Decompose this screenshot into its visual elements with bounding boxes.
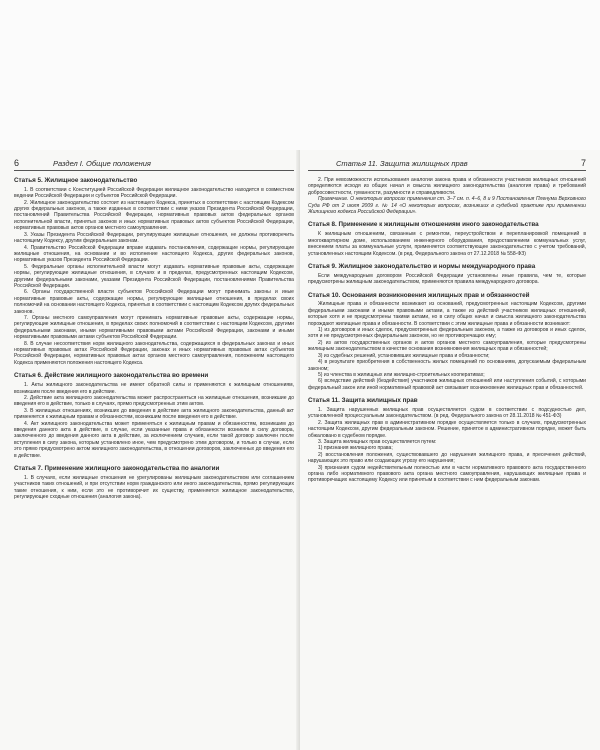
article-paragraph: 2) восстановления положения, существовавшего до нарушения жилищного права, и пресечения действий, нарушающих это право или создающих угрозу его нарушения;	[308, 451, 586, 465]
right-intro	[308, 177, 586, 196]
article-paragraph: 4) в результате приобретения в собственность жилых помещений по основаниям, допускаемым федеральным законом;	[308, 359, 586, 372]
article-section	[308, 221, 586, 256]
article-title: Статья 5. Жилищное законодательство	[14, 177, 138, 184]
article-paragraph: 1. Акты жилищного законодательства не имеют обратной силы и применяются к жилищным отношениям, возникшим после введения его в действие.	[14, 382, 294, 395]
article-paragraph: 1) из договоров и иных сделок, предусмотренных федеральным законом, а также из договоров и иных сделок, хотя и не предусмотренных федеральным законом, но не противоречащих ему;	[308, 327, 586, 340]
note-paragraph: Примечание. О некоторых вопросах применения ст. 3–7 см. п. 4–6, 8 и 9 Постановления Пленума Верховного Суда РФ от 2 июля 2009 г. № 14 «О некоторых вопросах, возникших в судебной практике при применении Жилищного кодекса Российской Федерации».	[308, 196, 586, 216]
article-paragraph: 1. Защита нарушенных жилищных прав осуществляется судом в соответствии с подсудностью дел, установленной процессуальным законодательством. (в ред. Федерального закона от 28.11.2018 № 451-ФЗ)	[308, 407, 586, 420]
article-section	[308, 292, 586, 392]
article-paragraph: 3. Указы Президента Российской Федерации, регулирующие жилищные отношения, не должны противоречить настоящему Кодексу, другим федеральным законам.	[14, 231, 294, 245]
article-paragraph: 6) вследствие действий (бездействия) участников жилищных отношений или наступления событий, с которыми федеральный закон или иной нормативный правовой акт связывает возникновение жилищных прав и обязанностей.	[308, 378, 586, 391]
article-paragraph: 4. Акт жилищного законодательства может применяться к жилищным правам и обязанностям, возникшим до введения данного акта в действие, в случае, если указанные права и обязанности возникли в силу договора, заключенного до введения данного акта в действие, за исключением случаев, если такой договор заключен после вступления в силу закона, которым установлено иное, чем предусмотрено этим договором, и только в случае, если это прямо предусмотрено актом жилищного законодательства, в отношении договоров, заключенных до введения его в действие.	[14, 420, 294, 459]
article-title: Статья 6. Действие жилищного законодательства во времени	[14, 372, 209, 380]
right-running-head-title: Статья 11. Защита жилищных прав	[336, 159, 468, 168]
left-running-head-title: Раздел I. Общие положения	[53, 159, 151, 168]
article-paragraph: 3) признания судом недействительным полностью или в части нормативного правового акта государственного органа либо нормативного правового акта органа местного самоуправления, нарушающих жилищные права и противоречащих настоящему Кодексу или принятым в соответствии с ним федеральным законам.	[308, 464, 586, 484]
article-section	[14, 177, 294, 366]
right-page-body	[308, 177, 586, 484]
article-paragraph: 2. При невозможности использования аналогии закона права и обязанности участников жилищных отношений определяются исходя из общих начал и смысла жилищного законодательства (аналогия права) и требований добросовестности, гуманности, разумности и справедливости.	[308, 177, 586, 196]
article-paragraph: 1. В соответствии с Конституцией Российской Федерации жилищное законодательство находится в совместном ведении Российской Федерации и субъектов Российской Федерации.	[14, 186, 294, 200]
article-paragraph: 7. Органы местного самоуправления могут принимать нормативные правовые акты, содержащие нормы, регулирующие жилищные отношения, в пределах своих полномочий в соответствии с настоящим Кодексом, другими федеральными законами, иными нормативными правовыми актами Российской Федерации, законами и иными нормативными правовыми актами субъектов Российской Федерации.	[14, 314, 294, 341]
article-paragraph: 4. Правительство Российской Федерации вправе издавать постановления, содержащие нормы, регулирующие жилищные отношения, на основании и во исполнение настоящего Кодекса, других федеральных законов, нормативных указов Президента Российской Федерации.	[14, 244, 294, 264]
article-title: Статья 11. Защита жилищных прав	[308, 397, 418, 405]
right-sections	[308, 221, 586, 483]
article-paragraph: 6. Органы государственной власти субъектов Российской Федерации могут принимать законы и иные нормативные правовые акты, содержащие нормы, регулирующие жилищные отношения, в пределах своих полномочий на основании настоящего Кодекса, принятых в соответствии с настоящим Кодексом других федеральных законов.	[14, 289, 294, 315]
article-paragraph: 1) признания жилищного права;	[318, 445, 393, 452]
article-paragraph: 2) из актов государственных органов и актов органов местного самоуправления, которые предусмотрены жилищным законодательством в качестве основания возникновения жилищных прав и обязанностей;	[308, 339, 586, 353]
article-paragraph: Если международным договором Российской Федерации установлены иные правила, чем те, которые предусмотрены жилищным законодательством, применяются правила международного договора.	[308, 272, 586, 286]
article-paragraph: К жилищным отношениям, связанным с ремонтом, переустройством и перепланировкой помещений в многоквартирном доме, использованием инженерного оборудования, предоставлением коммунальных услуг, внесением платы за коммунальные услуги, применяется соответствующее законодательство с учетом требований, установленных настоящим Кодексом. (в ред. Федерального закона от 27.12.2018 № 558-ФЗ)	[308, 231, 586, 257]
article-section	[308, 397, 586, 484]
left-page-number: 6	[14, 158, 20, 168]
article-paragraph: 5. Федеральные органы исполнительной власти могут издавать нормативные правовые акты, содержащие нормы, регулирующие жилищные отношения, в случаях и в пределах, предусмотренных настоящим Кодексом, другими федеральными законами, указами Президента Российской Федерации, постановлениями Правительства Российской Федерации.	[14, 263, 294, 289]
article-paragraph: 3. Защита жилищных прав осуществляется путем:	[318, 439, 437, 446]
left-page-body	[14, 177, 294, 500]
article-section	[14, 372, 294, 459]
article-section	[308, 263, 586, 286]
article-paragraph: 2. Действие акта жилищного законодательства может распространяться на жилищные отношения, возникшие до введения его в действие, только в случаях, прямо предусмотренных этим актом.	[14, 394, 294, 408]
right-page-number: 7	[580, 158, 586, 168]
article-paragraph: 2. Защита жилищных прав в административном порядке осуществляется только в случаях, предусмотренных настоящим Кодексом, другим федеральным законом. Решение, принятое в административном порядке, может быть обжаловано в судебном порядке.	[308, 419, 586, 439]
right-page	[300, 150, 600, 750]
article-title: Статья 7. Применение жилищного законодательства по аналогии	[14, 464, 220, 472]
right-running-head	[308, 158, 586, 171]
article-paragraph: 2. Жилищное законодательство состоит из настоящего Кодекса, принятых в соответствии с настоящим Кодексом других федеральных законов, а также изданных в соответствии с ними указов Президента Российской Федерации, постановлений Правительства Российской Федерации, нормативных правовых актов федеральных органов исполнительной власти, принятых законов и иных нормативных правовых актов субъектов Российской Федерации, нормативных правовых актов органов местного самоуправления.	[14, 199, 294, 232]
article-title: Статья 9. Жилищное законодательство и нормы международного права	[308, 262, 536, 270]
article-paragraph: 3) из судебных решений, установивших жилищные права и обязанности;	[318, 352, 490, 359]
article-paragraph: 3. В жилищных отношениях, возникших до введения в действие акта жилищного законодательства, данный акт применяется к жилищным правам и обязанностям, возникшим после введения его в действие.	[14, 407, 294, 421]
article-title: Статья 10. Основания возникновения жилищных прав и обязанностей	[308, 291, 530, 299]
article-title: Статья 8. Применение к жилищным отношениям иного законодательства	[308, 221, 539, 229]
article-paragraph: 1. В случаях, если жилищные отношения не урегулированы жилищным законодательством или соглашением участников таких отношений, и при отсутствии норм гражданского или иного законодательства, прямо регулирующих такие отношения, к ним, если это не противоречит их существу, применяется жилищное законодательство, регулирующее сходные отношения (аналогия закона).	[14, 474, 294, 501]
spread-top-margin	[0, 0, 600, 150]
left-running-head	[14, 158, 294, 171]
article-paragraph: 5) из членства в жилищных или жилищно-строительных кооперативах;	[318, 371, 485, 378]
left-page	[0, 150, 300, 750]
article-section	[14, 465, 294, 500]
article-paragraph: 8. В случае несоответствия норм жилищного законодательства, содержащихся в федеральных законах и иных нормативных правовых актах Российской Федерации, законах и иных нормативных правовых актах субъектов Российской Федерации, нормативных правовых актах органов местного самоуправления, положениям настоящего Кодекса применяются положения настоящего Кодекса.	[14, 340, 294, 366]
article-paragraph: Жилищные права и обязанности возникают из оснований, предусмотренных настоящим Кодексом, другими федеральными законами и иными правовыми актами, а также из действий участников жилищных отношений, которые хотя и не предусмотрены такими актами, но в силу общих начал и смысла жилищного законодательства порождают жилищные права и обязанности. В соответствии с этим жилищные права и обязанности возникают:	[308, 301, 586, 327]
